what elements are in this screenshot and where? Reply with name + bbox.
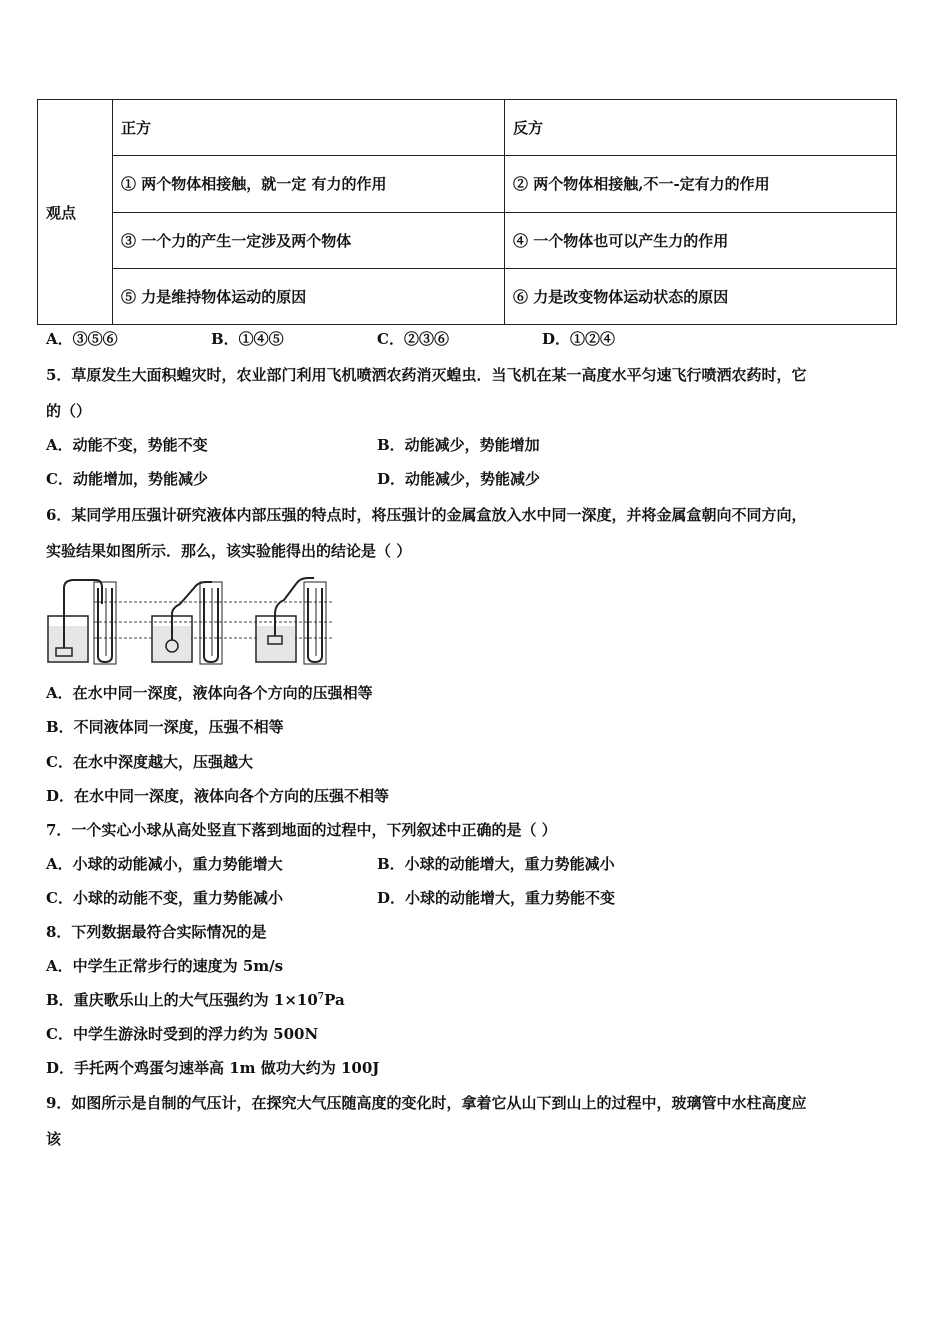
q8-option-b-prefix: B．重庆歌乐山上的大气压强约为 1×10 xyxy=(46,991,318,1009)
q8-option-d: D．手托两个鸡蛋匀速举高 1m 做功大约为 100J xyxy=(46,1059,380,1077)
q9-stem-line2: 该 xyxy=(46,1130,62,1148)
q6-option-c: C．在水中深度越大，压强越大 xyxy=(46,753,253,771)
q8-stem: 8．下列数据最符合实际情况的是 xyxy=(46,923,267,941)
table-cell: ① 两个物体相接触，就一定 有力的作用 xyxy=(113,156,505,212)
q6-option-d: D．在水中同一深度，液体向各个方向的压强不相等 xyxy=(46,787,390,805)
table-cell: ④ 一个物体也可以产生力的作用 xyxy=(505,212,897,268)
apparatus-2 xyxy=(152,582,222,664)
q6-stem-line2: 实验结果如图所示．那么，该实验能得出的结论是（ ） xyxy=(46,542,412,560)
q8-option-b-exponent: 7 xyxy=(317,992,325,1002)
q7-option-c: C．小球的动能不变，重力势能减小 xyxy=(46,889,283,907)
q8-option-b xyxy=(46,989,345,1010)
table-cell: ③ 一个力的产生一定涉及两个物体 xyxy=(113,212,505,268)
q5-option-a: A．动能不变，势能不变 xyxy=(46,436,208,454)
table-cell: ⑥ 力是改变物体运动状态的原因 xyxy=(505,268,897,324)
q5-option-b: B．动能减少，势能增加 xyxy=(377,436,540,454)
q5-option-d: D．动能减少，势能减少 xyxy=(377,470,541,488)
q5-option-c: C．动能增加，势能减少 xyxy=(46,470,208,488)
q8-option-b-suffix: Pa xyxy=(324,991,345,1009)
q6-stem-line1: 6．某同学用压强计研究液体内部压强的特点时，将压强计的金属盒放入水中同一深度，并将金属盒朝向不同方向， xyxy=(46,506,807,524)
apparatus-1 xyxy=(48,580,116,664)
table-header-pro: 正方 xyxy=(113,100,505,156)
q6-option-a: A．在水中同一深度，液体向各个方向的压强相等 xyxy=(46,684,373,702)
viewpoints-table xyxy=(37,99,897,325)
q4-option-d: D．①②④ xyxy=(542,330,616,348)
apparatus-3 xyxy=(256,578,326,664)
q7-stem: 7．一个实心小球从高处竖直下落到地面的过程中，下列叙述中正确的是（ ） xyxy=(46,821,557,839)
q5-stem-line1: 5．草原发生大面积蝗灾时，农业部门利用飞机喷洒农药消灭蝗虫．当飞机在某一高度水平匀速飞行喷洒农药时，它 xyxy=(46,366,807,384)
q4-option-c: C．②③⑥ xyxy=(377,330,449,348)
q6-option-b: B．不同液体同一深度，压强不相等 xyxy=(46,718,284,736)
table-cell: ⑤ 力是维持物体运动的原因 xyxy=(113,268,505,324)
q5-stem-line2: 的（） xyxy=(46,402,92,420)
pressure-gauge-figure xyxy=(44,574,334,666)
q4-option-a: A．③⑤⑥ xyxy=(46,330,118,348)
q4-option-b: B．①④⑤ xyxy=(211,330,284,348)
q7-option-b: B．小球的动能增大，重力势能减小 xyxy=(377,855,615,873)
q9-stem-line1: 9．如图所示是自制的气压计，在探究大气压随高度的变化时，拿着它从山下到山上的过程中，玻璃管中水柱高度应 xyxy=(46,1094,807,1112)
q8-option-a: A．中学生正常步行的速度为 5m/s xyxy=(46,957,284,975)
table-row-label: 观点 xyxy=(38,100,113,325)
q8-option-c: C．中学生游泳时受到的浮力约为 500N xyxy=(46,1025,319,1043)
table-cell: ② 两个物体相接触,不一-定有力的作用 xyxy=(505,156,897,212)
q7-option-d: D．小球的动能增大，重力势能不变 xyxy=(377,889,616,907)
q7-option-a: A．小球的动能减小，重力势能增大 xyxy=(46,855,283,873)
table-header-con: 反方 xyxy=(505,100,897,156)
